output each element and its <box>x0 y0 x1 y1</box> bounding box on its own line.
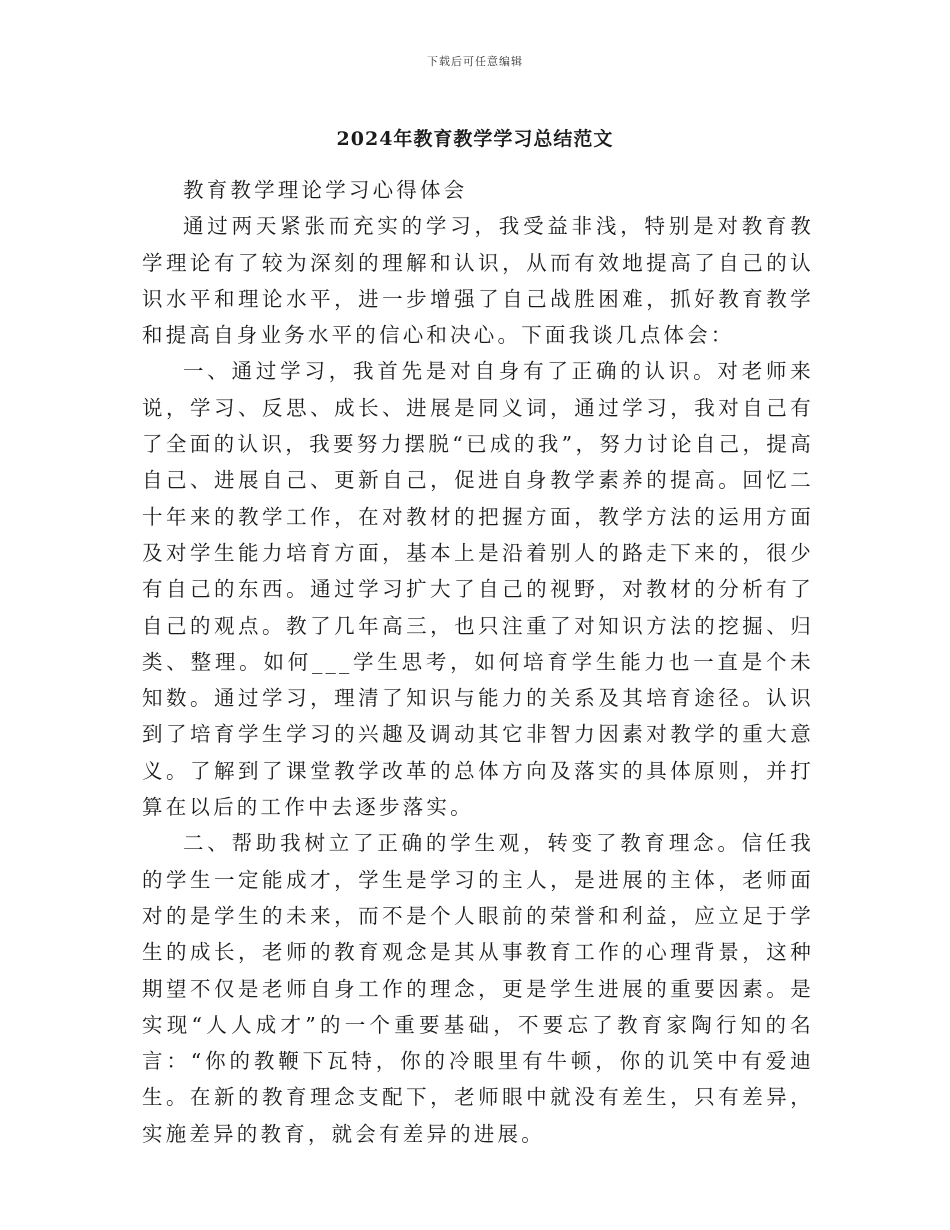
document-subtitle: 教育教学理论学习心得体会 <box>183 178 468 202</box>
document-title: 2024年教育教学学习总结范文 <box>336 128 614 150</box>
paragraph-point-one: 一、通过学习，我首先是对自身有了正确的认识。对老师来说，学习、反思、成长、进展是同义词，通过学习，我对自己有了全面的认识，我要努力摆脱“已成的我”，努力讨论自己，提高自己、进展自己、更新自己，促进自身教学素养的提高。回忆二十年来的教学工作，在对教材的把握方面，教学方法的运用方面及对学生能力培育方面，基本上是沿着别人的路走下来的，很少有自己的东西。通过学习扩大了自己的视野，对教材的分析有了自己的观点。教了几年高三，也只注重了对知识方法的挖掘、归类、整理。如何___学生思考，如何培育学生能力也一直是个未知数。通过学习，理清了知识与能力的关系及其培育途径。认识到了培育学生学习的兴趣及调动其它非智力因素对教学的重大意义。了解到了课堂教学改革的总体方向及落实的具体原则，并打算在以后的工作中去逐步落实。 <box>142 359 814 820</box>
paragraph-point-two: 二、帮助我树立了正确的学生观，转变了教育理念。信任我的学生一定能成才，学生是学习的主人，是进展的主体，老师面对的是学生的未来，而不是个人眼前的荣誉和利益，应立足于学生的成长，老师的教育观念是其从事教育工作的心理背景，这种期望不仅是老师自身工作的理念，更是学生进展的重要因素。是实现“人人成才”的一个重要基础，不要忘了教育家陶行知的名言：“你的教鞭下瓦特，你的冷眼里有牛顿，你的讥笑中有爱迪生。在新的教育理念支配下，老师眼中就没有差生，只有差异，实施差异的教育，就会有差异的进展。 <box>142 831 814 1146</box>
document-body <box>142 172 814 1152</box>
page-header-note: 下载后可任意编辑 <box>427 55 523 68</box>
paragraph-intro: 通过两天紧张而充实的学习，我受益非浅，特别是对教育教学理论有了较为深刻的理解和认识，从而有效地提高了自己的认识水平和理论水平，进一步增强了自己战胜困难，抓好教育教学和提高自身业务水平的信心和决心。下面我谈几点体会： <box>142 214 814 348</box>
